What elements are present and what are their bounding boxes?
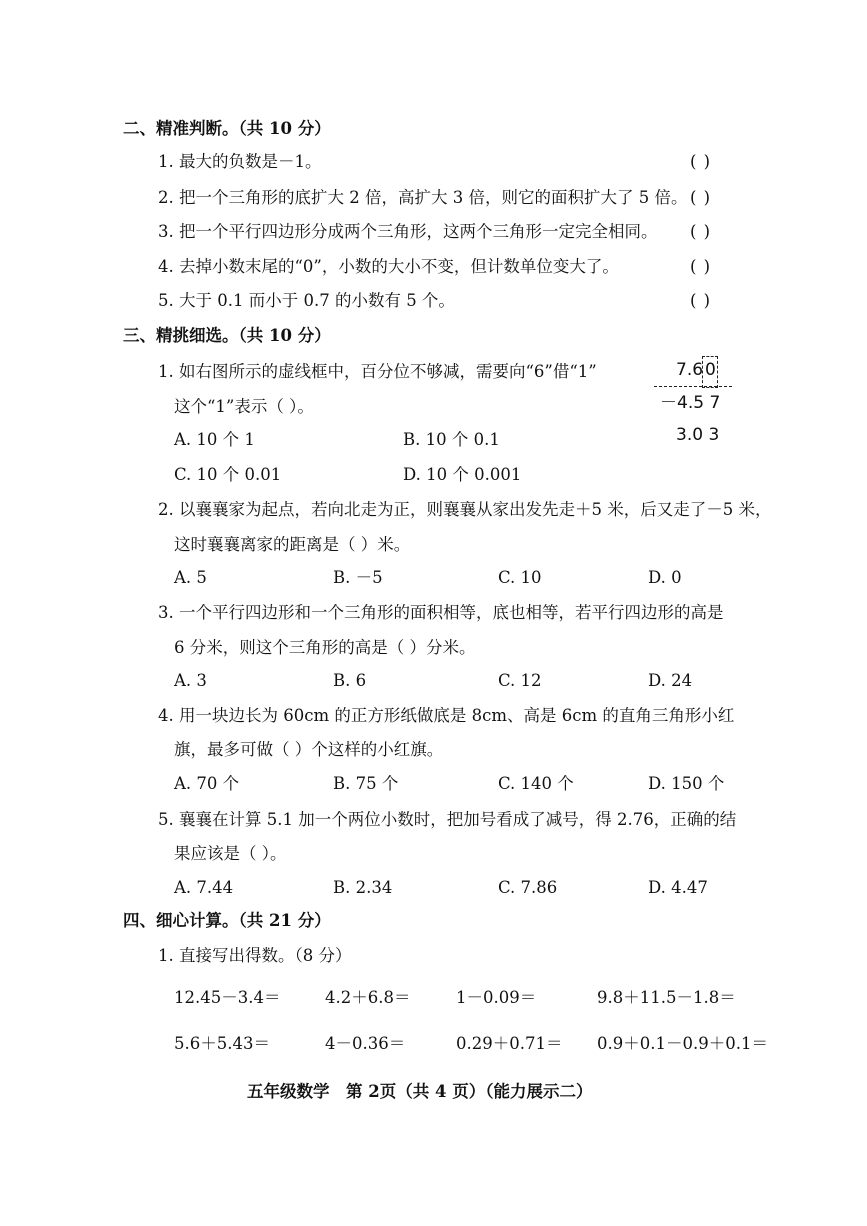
judge-answer-3: ( )	[690, 222, 712, 241]
q2-option-d: D. 0	[648, 568, 682, 587]
q3-option-b: B. 6	[333, 671, 367, 690]
q5-option-b: B. 2.34	[333, 878, 393, 897]
q2-option-a: A. 5	[174, 568, 207, 587]
figure-boxed-digit: 0	[705, 360, 716, 380]
judge-item-2: 2. 把一个三角形的底扩大 2 倍，高扩大 3 倍，则它的面积扩大了 5 倍。	[158, 188, 688, 207]
judge-answer-1: ( )	[690, 152, 712, 171]
judge-answer-2: ( )	[690, 188, 712, 207]
calc-r2-2: 4－0.36＝	[325, 1034, 406, 1053]
judge-item-3: 3. 把一个平行四边形分成两个三角形，这两个三角形一定完全相同。	[158, 222, 658, 241]
section2-heading: 二、精准判断。（共 10 分）	[123, 119, 331, 138]
q2-option-b: B. －5	[333, 568, 383, 587]
judge-item-1: 1. 最大的负数是－1。	[158, 152, 322, 171]
page-footer: 五年级数学 第 2页（共 4 页）（能力展示二）	[247, 1082, 593, 1101]
choice-q4-line1: 4. 用一块边长为 60cm 的正方形纸做底是 8cm、高是 6cm 的直角三角形小红	[158, 706, 735, 725]
q1-option-c: C. 10 个 0.01	[174, 465, 282, 484]
choice-q2-line2: 这时襄襄离家的距离是（ ）米。	[174, 535, 411, 554]
q1-option-d: D. 10 个 0.001	[403, 465, 522, 484]
choice-q3-line2: 6 分米，则这个三角形的高是（ ）分米。	[174, 638, 476, 657]
section4-heading: 四、细心计算。（共 21 分）	[123, 911, 331, 930]
calc-r1-1: 12.45－3.4＝	[174, 988, 281, 1007]
calc-r2-4: 0.9＋0.1－0.9＋0.1＝	[597, 1034, 768, 1053]
q1-option-a: A. 10 个 1	[174, 430, 255, 449]
calc-r2-3: 0.29＋0.71＝	[456, 1034, 563, 1053]
choice-q1-line2: 这个“1”表示（ ）。	[174, 397, 314, 416]
judge-item-5: 5. 大于 0.1 而小于 0.7 的小数有 5 个。	[158, 291, 455, 310]
q2-option-c: C. 10	[498, 568, 542, 587]
choice-q5-line1: 5. 襄襄在计算 5.1 加一个两位小数时，把加号看成了减号，得 2.76，正确的结	[158, 810, 737, 829]
choice-q4-line2: 旗，最多可做（ ）个这样的小红旗。	[174, 740, 444, 759]
subtraction-figure	[650, 353, 740, 453]
q4-option-a: A. 70 个	[174, 774, 240, 793]
choice-q2-line1: 2. 以襄襄家为起点，若向北走为正，则襄襄从家出发先走＋5 米，后又走了－5 米，	[158, 500, 772, 519]
choice-q3-line1: 3. 一个平行四边形和一个三角形的面积相等，底也相等，若平行四边形的高是	[158, 603, 724, 622]
calc-r2-1: 5.6＋5.43＝	[174, 1034, 270, 1053]
q3-option-d: D. 24	[648, 671, 693, 690]
q1-option-b: B. 10 个 0.1	[403, 430, 500, 449]
q4-option-c: C. 140 个	[498, 774, 574, 793]
figure-top-digits: 7.6	[676, 360, 704, 380]
figure-result: 3.0 3	[676, 425, 720, 445]
q5-option-c: C. 7.86	[498, 878, 558, 897]
choice-q5-line2: 果应该是（ ）。	[174, 844, 287, 863]
q3-option-a: A. 3	[174, 671, 207, 690]
calc-r1-2: 4.2＋6.8＝	[325, 988, 411, 1007]
judge-answer-5: ( )	[690, 291, 712, 310]
q5-option-a: A. 7.44	[174, 878, 234, 897]
choice-q1-line1: 1. 如右图所示的虚线框中，百分位不够减，需要向“6”借“1”	[158, 362, 597, 381]
judge-item-4: 4. 去掉小数末尾的“0”，小数的大小不变，但计数单位变大了。	[158, 257, 619, 276]
q4-option-d: D. 150 个	[648, 774, 725, 793]
figure-subtrahend: －4.5 7	[660, 393, 721, 413]
q5-option-d: D. 4.47	[648, 878, 708, 897]
judge-answer-4: ( )	[690, 257, 712, 276]
figure-divider	[654, 386, 732, 387]
q3-option-c: C. 12	[498, 671, 542, 690]
q4-option-b: B. 75 个	[333, 774, 399, 793]
section3-heading: 三、精挑细选。（共 10 分）	[123, 326, 331, 345]
calc-subheading: 1. 直接写出得数。（8 分）	[158, 946, 352, 965]
calc-r1-3: 1－0.09＝	[456, 988, 537, 1007]
calc-r1-4: 9.8＋11.5－1.8＝	[597, 988, 736, 1007]
